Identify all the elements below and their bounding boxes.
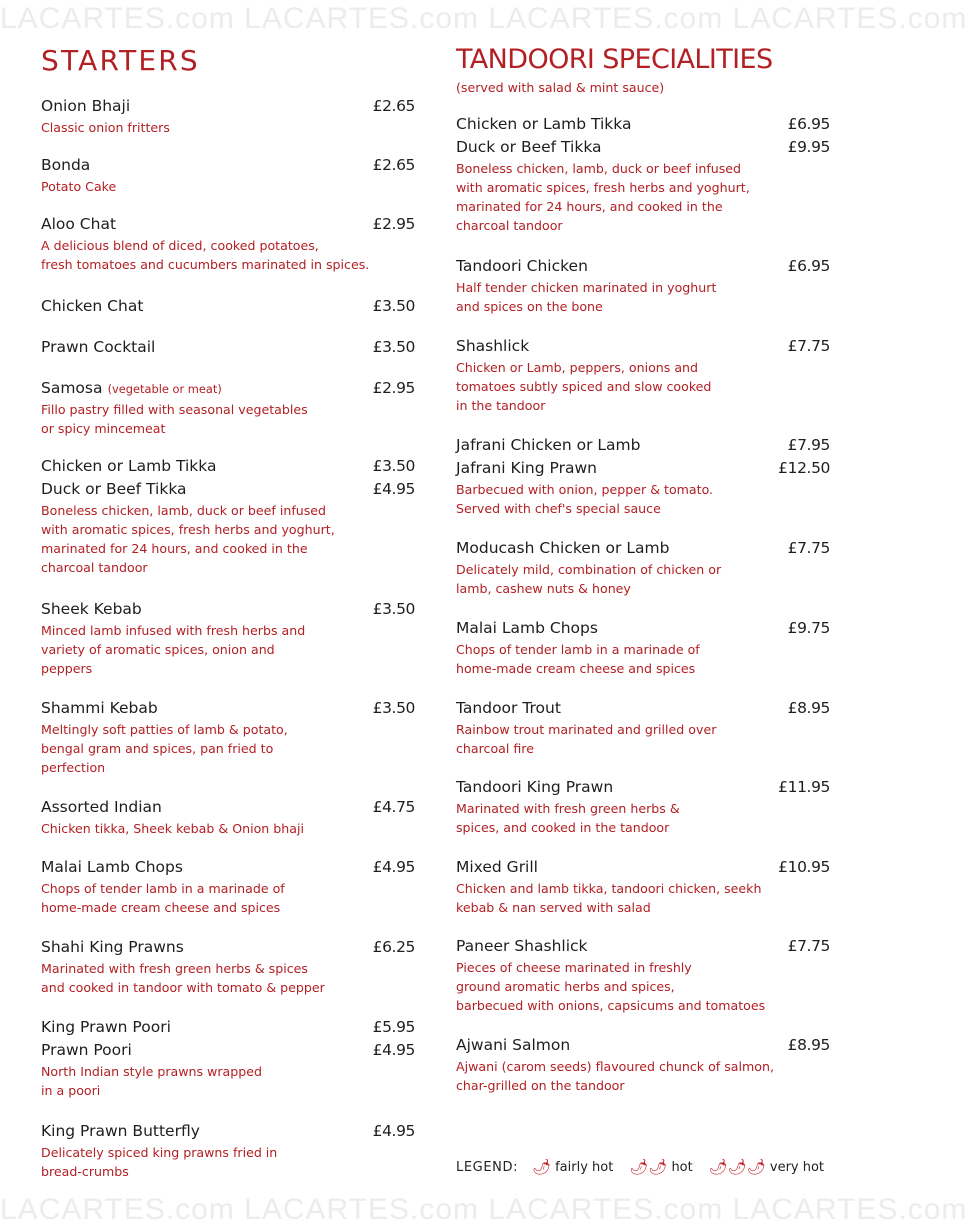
menu-item [456, 936, 830, 1016]
menu-item-price: £11.95 [778, 778, 830, 796]
menu-item-row [41, 378, 415, 401]
menu-item-row [456, 435, 830, 458]
menu-item-description: Delicately mild, combination of chicken or [456, 562, 722, 577]
menu-item-description: or spicy mincemeat [41, 421, 166, 436]
menu-item-name-wrap [456, 777, 613, 796]
menu-item-row [41, 937, 415, 960]
menu-item-price: £9.95 [787, 138, 830, 156]
menu-item [456, 618, 830, 679]
menu-item-note: (vegetable or meat) [107, 382, 222, 396]
legend-very-hot: very hot [769, 1159, 825, 1175]
menu-item-description: marinated for 24 hours, and cooked in the [41, 541, 308, 556]
menu-item-row [41, 456, 415, 479]
menu-item-description: Classic onion fritters [41, 120, 170, 135]
menu-item-description: lamb, cashew nuts & honey [456, 581, 631, 596]
menu-item-description: bengal gram and spices, pan fried to [41, 741, 274, 756]
menu-item-description: Barbecued with onion, pepper & tomato. [456, 482, 714, 497]
menu-item [41, 857, 415, 918]
menu-item-description: peppers [41, 661, 93, 676]
menu-item-description: Chops of tender lamb in a marinade of [456, 642, 700, 657]
menu-item-description: Marinated with fresh green herbs & spices [41, 961, 308, 976]
menu-item-name: Onion Bhaji [41, 97, 131, 115]
menu-item-price: £2.95 [372, 379, 415, 397]
menu-item-description: Chicken or Lamb, peppers, onions and [456, 360, 699, 375]
menu-item-row [41, 1040, 415, 1063]
menu-item-name: Malai Lamb Chops [41, 858, 183, 876]
menu-item-name-wrap [41, 378, 222, 397]
menu-item-description: Chops of tender lamb in a marinade of [41, 881, 285, 896]
menu-item [41, 456, 415, 578]
menu-item-description: barbecued with onions, capsicums and tomatoes [456, 998, 766, 1013]
menu-item-description: charcoal tandoor [456, 218, 563, 233]
menu-item-row [41, 857, 415, 880]
menu-item-description: and cooked in tandoor with tomato & pepper [41, 980, 325, 995]
menu-item-description: and spices on the bone [456, 299, 603, 314]
menu-item-description: Served with chef's special sauce [456, 501, 661, 516]
menu-item-name: Sheek Kebab [41, 600, 142, 618]
menu-item [41, 96, 415, 138]
menu-item-name-wrap [41, 155, 90, 174]
menu-item-price: £4.95 [372, 1122, 415, 1140]
menu-item-price: £8.95 [787, 699, 830, 717]
menu-item-name: King Prawn Butterfly [41, 1122, 200, 1140]
menu-item-price: £3.50 [372, 699, 415, 717]
menu-item-price: £9.75 [787, 619, 830, 637]
menu-item-name-wrap [456, 114, 631, 133]
menu-item-price: £4.95 [372, 858, 415, 876]
menu-item-price: £3.50 [372, 297, 415, 315]
menu-item-description: fresh tomatoes and cucumbers marinated in spices. [41, 257, 370, 272]
menu-item [41, 1017, 415, 1101]
menu-item-row [41, 337, 415, 360]
tandoori-subtitle: (served with salad & mint sauce) [456, 80, 665, 95]
menu-item-row [456, 114, 830, 137]
menu-item-name-wrap [41, 1017, 171, 1036]
menu-item-description: with aromatic spices, fresh herbs and yoghurt, [456, 180, 750, 195]
menu-item-price: £7.75 [787, 539, 830, 557]
legend [456, 1158, 840, 1176]
menu-item [456, 1035, 830, 1096]
menu-item-row [41, 797, 415, 820]
menu-item-description: Ajwani (carom seeds) flavoured chunck of salmon, [456, 1059, 774, 1074]
menu-item-price: £6.25 [372, 938, 415, 956]
menu-item-row [41, 698, 415, 721]
menu-item [456, 777, 830, 838]
menu-item-price: £3.50 [372, 457, 415, 475]
menu-item-name-wrap [41, 1121, 200, 1140]
menu-item-description: charcoal fire [456, 741, 534, 756]
menu-item-row [456, 458, 830, 481]
menu-item-description: Half tender chicken marinated in yoghurt [456, 280, 717, 295]
menu-item-description: marinated for 24 hours, and cooked in the [456, 199, 723, 214]
menu-item [41, 378, 415, 439]
menu-item [41, 937, 415, 998]
menu-item-name: Chicken or Lamb Tikka [41, 457, 217, 475]
menu-item-name-wrap [456, 698, 561, 717]
watermark-bottom: LACARTES.com LACARTES.com LACARTES.com LACARTES.com [0, 1193, 967, 1226]
menu-item-name-wrap [41, 456, 216, 475]
menu-item-description: with aromatic spices, fresh herbs and yoghurt, [41, 522, 335, 537]
menu-item-name: Duck or Beef Tikka [456, 138, 602, 156]
legend-label: LEGEND: [456, 1159, 519, 1175]
menu-item-price: £2.65 [372, 97, 415, 115]
menu-item-description: Minced lamb infused with fresh herbs and [41, 623, 306, 638]
menu-item-price: £3.50 [372, 338, 415, 356]
menu-item-row [456, 698, 830, 721]
menu-item-row [41, 479, 415, 502]
menu-item-name: Chicken or Lamb Tikka [456, 115, 632, 133]
menu-item-name: Mixed Grill [456, 858, 538, 876]
menu-item-price: £3.50 [372, 600, 415, 618]
menu-item-description: Delicately spiced king prawns fried in [41, 1145, 278, 1160]
menu-item-name-wrap [41, 1040, 132, 1059]
menu-item-name: Chicken Chat [41, 297, 144, 315]
menu-item-row [456, 777, 830, 800]
tandoori-title: TANDOORI SPECIALITIES [456, 44, 773, 75]
menu-item-name: Moducash Chicken or Lamb [456, 539, 670, 557]
legend-fairly-hot: fairly hot [555, 1159, 614, 1175]
menu-item-name-wrap [41, 296, 143, 315]
menu-item-name: Prawn Cocktail [41, 338, 156, 356]
menu-item-description: Potato Cake [41, 179, 117, 194]
legend-hot: hot [671, 1159, 693, 1175]
menu-item-description: Chicken and lamb tikka, tandoori chicken, seekh [456, 881, 762, 896]
chili-icon: 🌶🌶🌶 [708, 1158, 766, 1176]
menu-item-name: Bonda [41, 156, 91, 174]
menu-item-name: Shahi King Prawns [41, 938, 184, 956]
menu-item-name: Tandoor Trout [456, 699, 561, 717]
menu-item-name-wrap [41, 479, 187, 498]
menu-item-name-wrap [456, 256, 588, 275]
menu-item [41, 698, 415, 778]
menu-item [456, 336, 830, 416]
menu-item-row [456, 336, 830, 359]
menu-item-name: Shashlick [456, 337, 530, 355]
menu-item-description: bread-crumbs [41, 1164, 129, 1179]
menu-item-name-wrap [41, 96, 130, 115]
menu-item-description: Meltingly soft patties of lamb & potato, [41, 722, 288, 737]
chili-icon: 🌶 [532, 1158, 552, 1176]
menu-item [41, 337, 415, 360]
menu-item-name: Jafrani King Prawn [456, 459, 597, 477]
menu-item-description: Fillo pastry filled with seasonal vegetables [41, 402, 308, 417]
menu-item [456, 698, 830, 759]
menu-item-price: £10.95 [778, 858, 830, 876]
menu-item-name-wrap [41, 599, 142, 618]
menu-item-description: charcoal tandoor [41, 560, 148, 575]
menu-item-price: £5.95 [372, 1018, 415, 1036]
menu-item-row [41, 599, 415, 622]
menu-item-description: Boneless chicken, lamb, duck or beef infused [41, 503, 327, 518]
menu-item-description: tomatoes subtly spiced and slow cooked [456, 379, 712, 394]
menu-item-name-wrap [41, 937, 184, 956]
menu-item-name-wrap [456, 137, 602, 156]
menu-item-description: ground aromatic herbs and spices, [456, 979, 675, 994]
menu-item-description: kebab & nan served with salad [456, 900, 651, 915]
menu-item [41, 1121, 415, 1182]
menu-item-name: Prawn Poori [41, 1041, 132, 1059]
menu-item-name-wrap [41, 337, 155, 356]
menu-item-row [456, 256, 830, 279]
menu-item [456, 256, 830, 317]
menu-item-row [456, 936, 830, 959]
menu-item-description: Pieces of cheese marinated in freshly [456, 960, 692, 975]
menu-item-row [41, 1121, 415, 1144]
menu-item-price: £4.95 [372, 1041, 415, 1059]
menu-item-name-wrap [456, 936, 588, 955]
menu-item-row [41, 1017, 415, 1040]
menu-item-row [456, 618, 830, 641]
menu-item-price: £7.75 [787, 337, 830, 355]
menu-item-description: Chicken tikka, Sheek kebab & Onion bhaji [41, 821, 304, 836]
menu-item-description: perfection [41, 760, 106, 775]
menu-item-row [41, 96, 415, 119]
menu-item-name: Assorted Indian [41, 798, 162, 816]
menu-item-row [456, 857, 830, 880]
menu-item-description: home-made cream cheese and spices [456, 661, 696, 676]
menu-item-name-wrap [41, 214, 116, 233]
chili-icon: 🌶🌶 [629, 1158, 668, 1176]
menu-item-price: £8.95 [787, 1036, 830, 1054]
menu-item-description: variety of aromatic spices, onion and [41, 642, 275, 657]
menu-item-row [456, 538, 830, 561]
menu-item-price: £4.75 [372, 798, 415, 816]
menu-item-name-wrap [456, 618, 598, 637]
menu-item-description: char-grilled on the tandoor [456, 1078, 625, 1093]
menu-item-price: £6.95 [787, 115, 830, 133]
menu-item-name-wrap [456, 538, 669, 557]
menu-item-name: King Prawn Poori [41, 1018, 171, 1036]
menu-item-price: £6.95 [787, 257, 830, 275]
menu-item-name-wrap [456, 435, 641, 454]
menu-item-description: spices, and cooked in the tandoor [456, 820, 670, 835]
menu-item-name: Ajwani Salmon [456, 1036, 571, 1054]
menu-item-description: home-made cream cheese and spices [41, 900, 281, 915]
menu-item-price: £4.95 [372, 480, 415, 498]
menu-item-description: in a poori [41, 1083, 101, 1098]
menu-item-row [456, 1035, 830, 1058]
menu-item-row [456, 137, 830, 160]
menu-item [41, 296, 415, 319]
starters-title: STARTERS [41, 44, 200, 77]
menu-item-price: £2.95 [372, 215, 415, 233]
menu-item-name: Malai Lamb Chops [456, 619, 598, 637]
menu-item-name: Paneer Shashlick [456, 937, 588, 955]
menu-item-price: £2.65 [372, 156, 415, 174]
menu-item-row [41, 155, 415, 178]
menu-item-row [41, 296, 415, 319]
menu-item [456, 435, 830, 519]
menu-item-row [41, 214, 415, 237]
menu-item-name: Jafrani Chicken or Lamb [456, 436, 641, 454]
menu-item-name-wrap [41, 698, 158, 717]
menu-item-price: £7.75 [787, 937, 830, 955]
menu-item-name: Duck or Beef Tikka [41, 480, 187, 498]
menu-item-name-wrap [41, 857, 183, 876]
menu-item [456, 857, 830, 918]
menu-item [456, 114, 830, 236]
menu-item-name: Tandoori King Prawn [456, 778, 614, 796]
menu-item [41, 214, 415, 275]
menu-item-name-wrap [456, 1035, 570, 1054]
watermark-top: LACARTES.com LACARTES.com LACARTES.com LACARTES.com [0, 2, 967, 35]
menu-item-name: Tandoori Chicken [456, 257, 588, 275]
menu-item-name-wrap [41, 797, 162, 816]
menu-item-description: in the tandoor [456, 398, 546, 413]
menu-item-price: £12.50 [778, 459, 830, 477]
menu-item-description: Marinated with fresh green herbs & [456, 801, 680, 816]
menu-item-price: £7.95 [787, 436, 830, 454]
menu-item-description: A delicious blend of diced, cooked potatoes, [41, 238, 319, 253]
menu-item-name-wrap [456, 458, 597, 477]
menu-item [41, 599, 415, 679]
menu-item-name-wrap [456, 336, 529, 355]
menu-item-description: Boneless chicken, lamb, duck or beef infused [456, 161, 742, 176]
menu-item-name: Aloo Chat [41, 215, 117, 233]
menu-item [456, 538, 830, 599]
menu-item [41, 155, 415, 197]
menu-item [41, 797, 415, 839]
menu-item-name: Shammi Kebab [41, 699, 158, 717]
menu-item-description: Rainbow trout marinated and grilled over [456, 722, 717, 737]
menu-item-description: North Indian style prawns wrapped [41, 1064, 262, 1079]
menu-item-name-wrap [456, 857, 538, 876]
menu-item-name: Samosa [41, 379, 103, 397]
